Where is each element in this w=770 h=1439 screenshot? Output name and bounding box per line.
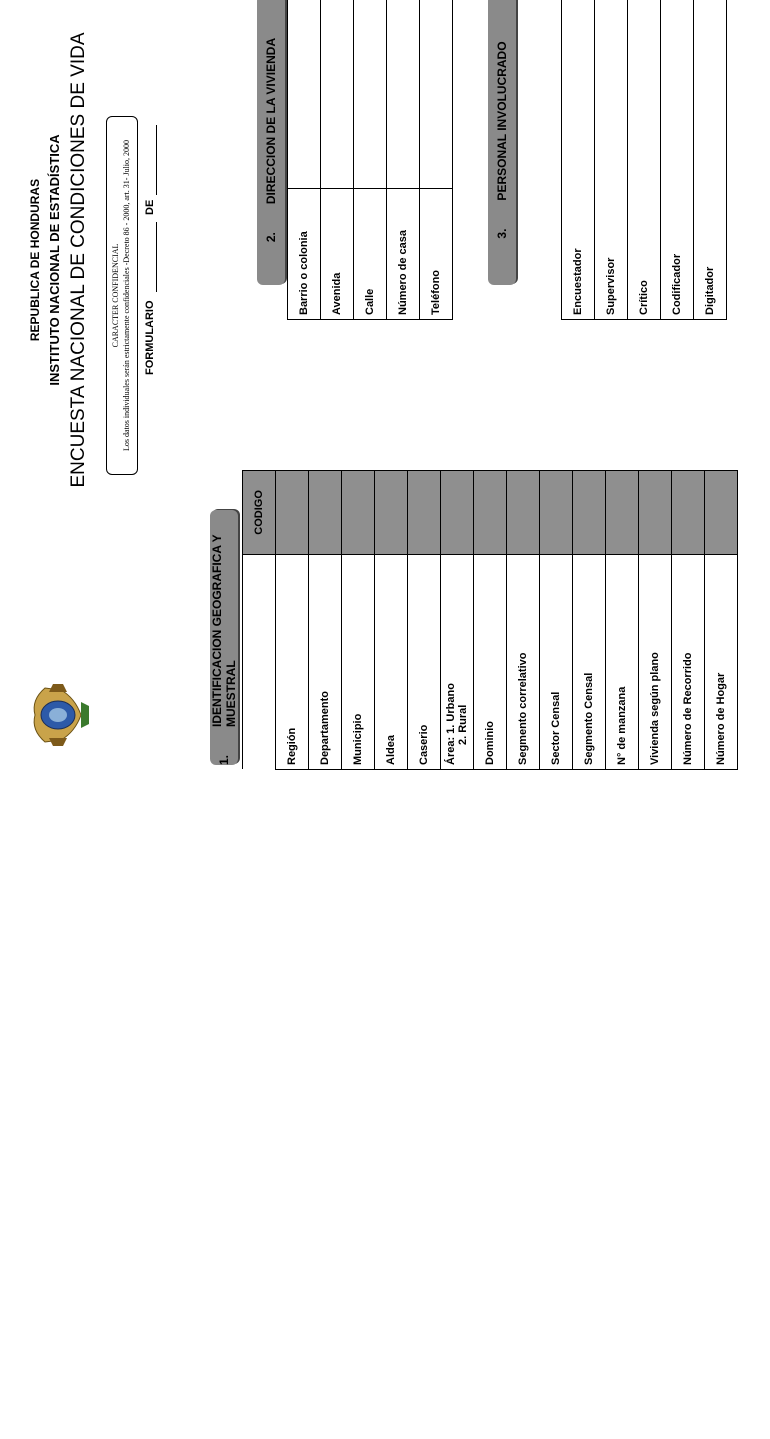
code-cell[interactable]	[540, 471, 573, 555]
republic-label: REPUBLICA DE HONDURAS	[28, 178, 42, 342]
table-row	[573, 471, 606, 770]
row-label: Segmento Censal	[573, 554, 606, 769]
survey-title: ENCUESTA NACIONAL DE CONDICIONES DE VIDA	[68, 32, 89, 488]
section1-code-header: CODIGO	[243, 471, 276, 555]
address-cell[interactable]	[420, 0, 453, 188]
code-cell[interactable]	[408, 471, 441, 555]
table-row	[672, 471, 705, 770]
row-label: Supervisor	[595, 0, 628, 320]
section1-number: 1.	[217, 754, 231, 765]
code-cell[interactable]	[309, 471, 342, 555]
row-label: Área: 1. Urbano	[445, 683, 457, 765]
row-label: Departamento	[309, 554, 342, 769]
section2-title: DIRECCION DE LA VIVIENDA	[264, 37, 278, 205]
table-row	[639, 471, 672, 770]
section3-header	[488, 0, 516, 285]
row-label: Teléfono	[420, 188, 453, 319]
section2-header	[257, 0, 285, 285]
honduras-coat-of-arms-icon	[25, 680, 93, 750]
section1-table	[242, 470, 738, 770]
row-label: Sector Censal	[540, 554, 573, 769]
code-cell[interactable]	[606, 471, 639, 555]
confidential-title: CARACTER CONFIDENCIAL	[111, 243, 120, 348]
table-row	[309, 471, 342, 770]
table-row	[321, 0, 354, 320]
row-label: Avenida	[321, 188, 354, 319]
table-row	[540, 471, 573, 770]
row-label: Calle	[354, 188, 387, 319]
section3-label-header	[529, 0, 562, 320]
rural-label: 2. Rural	[457, 704, 469, 745]
table-row	[606, 471, 639, 770]
row-label: Número de casa	[387, 188, 420, 319]
row-label: N° de manzana	[606, 554, 639, 769]
table-row	[342, 471, 375, 770]
code-cell[interactable]	[342, 471, 375, 555]
table-row	[628, 0, 661, 320]
confidential-note	[106, 116, 138, 475]
section1-label-header	[243, 554, 276, 769]
code-cell[interactable]	[276, 471, 309, 555]
address-cell[interactable]	[354, 0, 387, 188]
code-cell[interactable]	[474, 471, 507, 555]
section1-title: IDENTIFICACION GEOGRAFICA Y MUESTRAL	[210, 534, 238, 727]
code-cell[interactable]	[705, 471, 738, 555]
row-label: Barrio o colonia	[288, 188, 321, 319]
section2-number: 2.	[264, 232, 278, 243]
code-cell[interactable]	[639, 471, 672, 555]
area-cell	[441, 554, 474, 769]
table-row	[507, 471, 540, 770]
section3-title: PERSONAL INVOLUCRADO	[495, 41, 509, 201]
row-label: Número de Recorrido	[672, 554, 705, 769]
table-row	[661, 0, 694, 320]
table-row	[705, 471, 738, 770]
section2-table	[287, 0, 453, 320]
row-label: Aldea	[375, 554, 408, 769]
row-label: Dominio	[474, 554, 507, 769]
table-row	[420, 0, 453, 320]
table-row	[474, 471, 507, 770]
row-label: Crítico	[628, 0, 661, 320]
address-cell[interactable]	[288, 0, 321, 188]
table-row	[408, 471, 441, 770]
table-row	[441, 471, 474, 770]
row-label: Región	[276, 554, 309, 769]
row-label: Caserio	[408, 554, 441, 769]
confidential-text: Los datos individuales serán estrictamente confidenciales -Decreto 86 - 2000, art. 31- Julio, 2000	[122, 139, 131, 452]
row-label: Vivienda según plano	[639, 554, 672, 769]
form-number-line[interactable]	[156, 222, 157, 292]
row-label: Municipio	[342, 554, 375, 769]
table-row	[562, 0, 595, 320]
table-row	[276, 471, 309, 770]
form-number-label: FORMULARIO	[144, 300, 156, 375]
code-cell[interactable]	[441, 471, 474, 555]
row-label: Digitador	[694, 0, 727, 320]
form-of-label: DE	[144, 199, 156, 215]
table-row	[354, 0, 387, 320]
row-label: Encuestador	[562, 0, 595, 320]
code-cell[interactable]	[573, 471, 606, 555]
section3-number: 3.	[495, 228, 509, 239]
row-label: Segmento correlativo	[507, 554, 540, 769]
row-label: Número de Hogar	[705, 554, 738, 769]
table-row	[387, 0, 420, 320]
table-row	[694, 0, 727, 320]
table-row	[375, 471, 408, 770]
section3-table	[528, 0, 727, 320]
table-row	[595, 0, 628, 320]
form-total-line[interactable]	[156, 125, 157, 195]
section1-header	[210, 510, 238, 765]
table-row	[288, 0, 321, 320]
row-label: Codificador	[661, 0, 694, 320]
address-cell[interactable]	[387, 0, 420, 188]
address-cell[interactable]	[321, 0, 354, 188]
institute-name: INSTITUTO NACIONAL DE ESTADÍSTICA	[47, 134, 62, 386]
code-cell[interactable]	[375, 471, 408, 555]
code-cell[interactable]	[672, 471, 705, 555]
code-cell[interactable]	[507, 471, 540, 555]
